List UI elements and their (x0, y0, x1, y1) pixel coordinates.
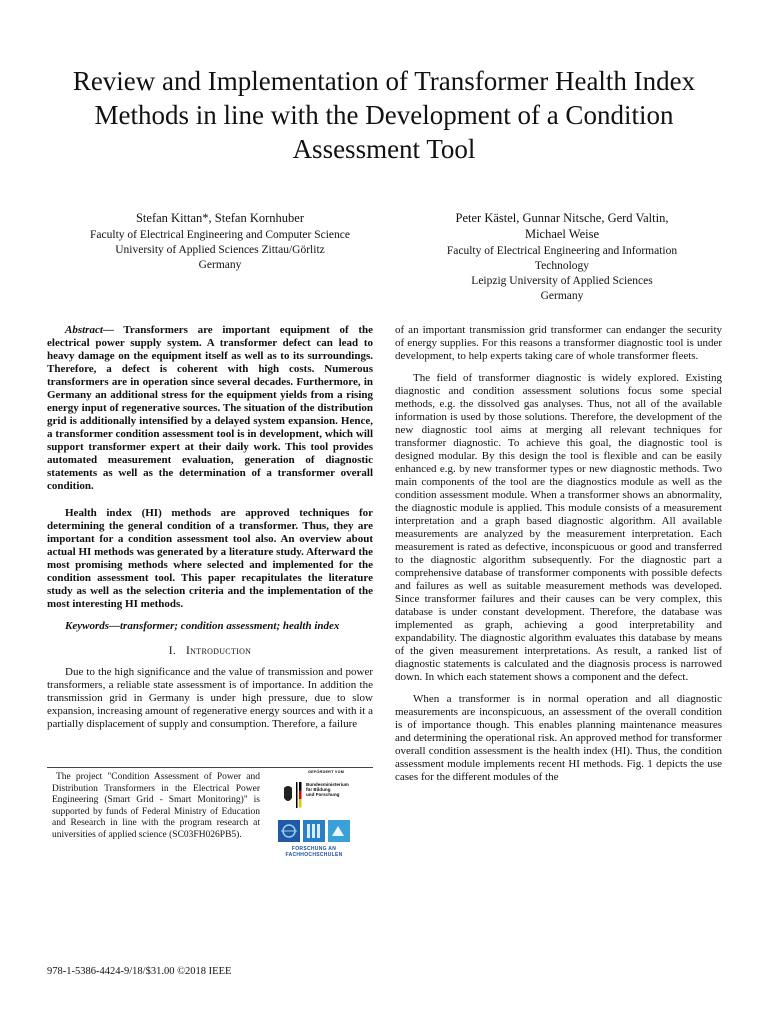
section-number: I. (168, 645, 177, 657)
abstract-paragraph (47, 324, 373, 493)
body-paragraph: The field of transformer diagnostic is widely explored. Existing diagnostic and condition assessment solutions focus some special methods, e.g. the dissolved gas analyses. Thus, not all of the available information is used by those solutions. Therefore, the development of the new diagnostic tool aims at merging all relevant techniques for transformer diagnostic. To achieve this goal, the diagnostic tool is designed modular. By this design the tool is flexible and can be easily enhanced e.g. by new transformer types or new diagnostic methods. Two main components of the tool are the diagnostics module as well as the condition assessment module. When a transformer shows an abnormality, the diagnostic module is applied. This module consists of a measurement interpretation and a graph based diagnostic algorithm. All available measurements are analyzed by the measurement interpretation. Each measurement is rated as defective, inconspicuous or good and transferred to the diagnostic algorithm subsequently. For the diagnostic part a comprehensive database of transformer components with possible defects and failures as well as suitable measurement methods was developed. Since transformer failures and their causes can be very complex, this database is under constant development. Therefore, the database was implemented as graph, achieving a good interpretability and expandability. The diagnostic algorithm evaluates this database by means of the given measurement interpretations. As result, a ranked list of diagnostic statements is calculated and the diagnosis process is narrowed down. In which each statement shows a component and the defect. (395, 372, 722, 683)
author-block-right (402, 210, 722, 304)
author-affiliation: Technology (534, 260, 590, 272)
sponsor-logos (272, 768, 362, 860)
author-affiliation: Faculty of Electrical Engineering and Information (446, 245, 678, 257)
author-affiliation: Leipzig University of Applied Sciences (471, 275, 653, 287)
author-affiliation: University of Applied Sciences Zittau/Görlitz (115, 244, 325, 256)
left-column (47, 324, 373, 740)
author-country: Germany (198, 259, 242, 271)
sponsor-label: GEFÖRDERT VOM (308, 770, 345, 774)
fh-research-logo (276, 818, 354, 844)
author-block-left (70, 210, 370, 273)
body-paragraph: When a transformer is in normal operation and all diagnostic measurements are inconspicuous, an assessment of the overall condition is of importance though. This enables planning maintenance measures and determining the operational risk. An approved method for transformer overall condition assessment is the health index (HI). Thus, the condition assessment module implements recent HI methods. Fig. 1 depicts the use cases for the different modules of the (395, 693, 722, 783)
copyright-line: 978-1-5386-4424-9/18/$31.00 ©2018 IEEE (47, 966, 232, 977)
fh-logo-text: FORSCHUNG AN FACHHOCHSCHULEN (285, 846, 343, 858)
author-names: Michael Weise (524, 227, 600, 241)
body-paragraph: of an important transmission grid transformer can endanger the security of energy supplies. For this reasons a transformer diagnostic tool is under development, to help experts taking care of whole transformer fleets. (395, 324, 722, 362)
section-heading (47, 645, 373, 658)
intro-paragraph: Due to the high significance and the value of transmission and power transformers, a reliable state assessment is of importance. In addition the transmission grid in Germany is under high pressure, due to slow expansion, increasing amount of regenerative energy sources and with it a partially displacement of supply and consumption. Therefore, a failure (47, 666, 373, 730)
author-names: Peter Kästel, Gunnar Nitsche, Gerd Valtin, (455, 211, 669, 225)
keywords: Keywords—transformer; condition assessment; health index (65, 620, 340, 632)
paper-title: Review and Implementation of Transformer Health Index Methods in line with the Development of a Condition Assessment Tool (72, 66, 696, 164)
abstract-text: Transformers are important equipment of the electrical power supply system. A transformer defect can lead to heavy damage on the equipment itself as well as to its surroundings. Therefore, a defect is coherent with high costs. Numerous transformers are in operation since several decades. Furthermore, in Germany an additional stress for the equipment yields from a rising energy input of regenerative sources. The situation of the distribution grid is additionally intensified by a delayed system expansion. Hence, a transformer condition assessment tool is in development, which will support transformer expert at their daily work. This tool provides automated measurement evaluation, generation of diagnostic statements as well as the determination of a transformer overall condition. (47, 324, 373, 492)
footnote-text: The project "Condition Assessment of Power and Distribution Transformers in the Electrical Power Engineering (Smart Grid - Smart Monitoring)" is supported by funds of Federal Ministry of Education and Research in line with the program research at universities of applied science (SC03FH026PB5). (52, 772, 260, 840)
abstract-label: Abstract (65, 324, 103, 336)
footnote (52, 772, 260, 841)
right-column (395, 324, 722, 793)
section-title: Introduction (186, 645, 252, 657)
author-country: Germany (540, 290, 584, 302)
author-affiliation: Faculty of Electrical Engineering and Computer Science (90, 229, 350, 241)
abstract-paragraph-2: Health index (HI) methods are approved techniques for determining the general condition of a transformer. Thus, they are important for a condition assessment tool also. An overview about actual HI methods was generated by a literature study. Afterward the most promising methods where selected and implemented for the condition assessment tool. This paper recapitulates the literature study as well as the selection criteria and the implementation of the most interesting HI methods. (47, 507, 373, 610)
author-names: Stefan Kittan*, Stefan Kornhuber (135, 211, 304, 225)
ministry-name: Bundesministerium für Bildung und Forschung (306, 782, 349, 797)
abstract-dash: — (102, 324, 124, 336)
